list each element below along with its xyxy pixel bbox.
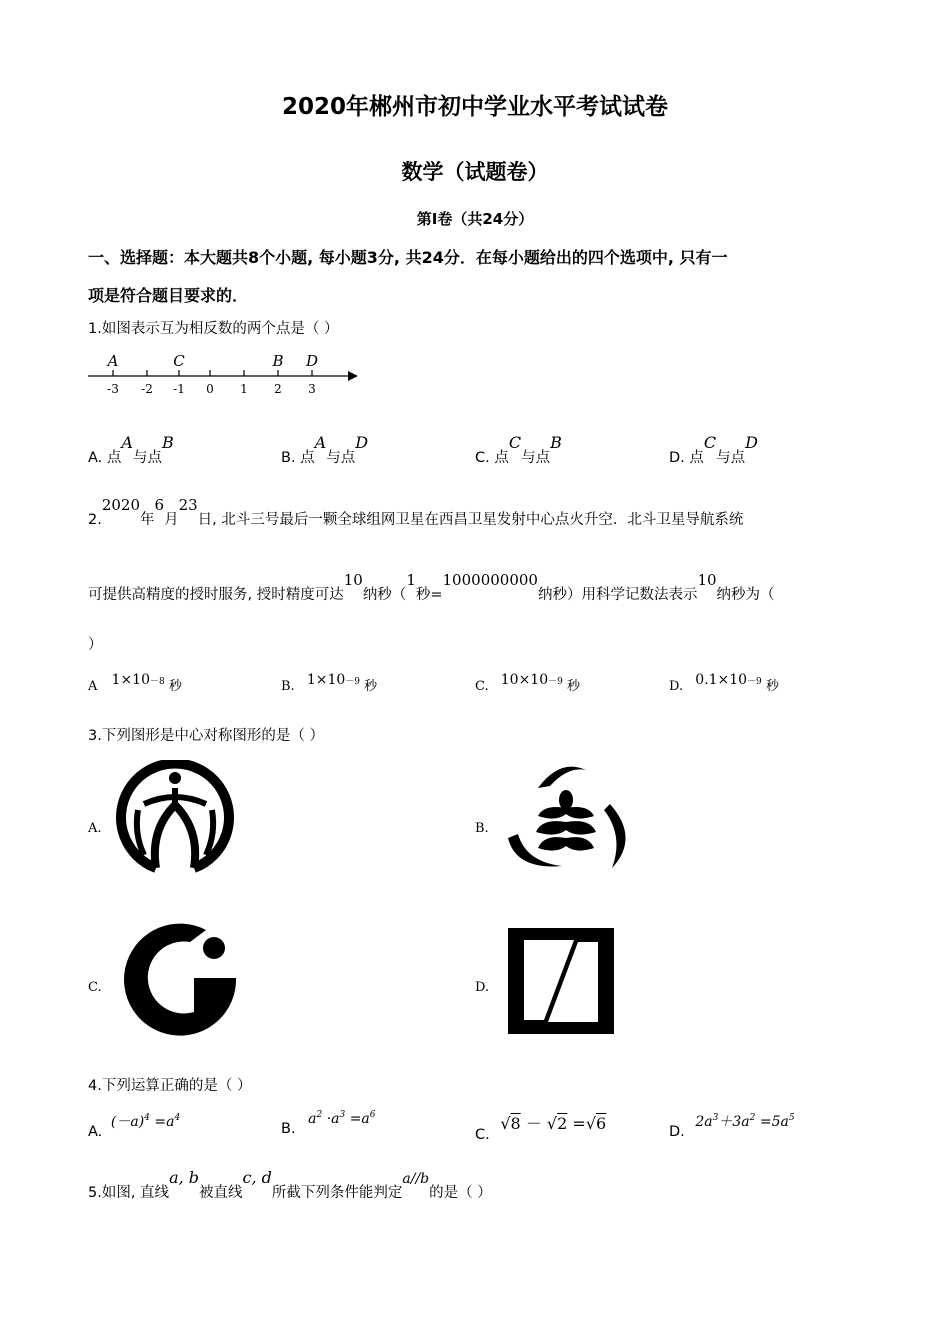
q5-stem: 5.如图, 直线a, b被直线c, d所截下列条件能判定a//b的是（ ） bbox=[88, 1168, 492, 1201]
point-label-a: A bbox=[107, 352, 119, 370]
q3-figure-b-leaf-icon[interactable] bbox=[500, 760, 635, 875]
exam-title: 2020年郴州市初中学业水平考试试卷 bbox=[281, 94, 668, 120]
q4-stem: 4.下列运算正确的是（ ） bbox=[88, 1078, 252, 1094]
q3-label-c: C. bbox=[88, 980, 102, 995]
tick-label: -2 bbox=[141, 382, 153, 396]
q1-stem: 1.如图表示互为相反数的两个点是（ ） bbox=[88, 321, 339, 337]
point-label-b: B bbox=[272, 352, 284, 370]
q2-option-d[interactable]: D. $0.1\times 10^{-9}$ 秒 bbox=[669, 672, 779, 694]
tick-label: -3 bbox=[107, 382, 119, 396]
q3-figure-a-emblem-icon[interactable] bbox=[114, 760, 236, 875]
q3-label-d: D. bbox=[475, 980, 490, 995]
section-instruction-line1: 一、选择题：本大题共8个小题, 每小题3分, 共24分．在每小题给出的四个选项中, 只有一 bbox=[88, 248, 728, 267]
point-label-c: C bbox=[173, 352, 185, 370]
exam-subtitle: 数学（试题卷） bbox=[401, 160, 549, 184]
q1-number-line bbox=[86, 350, 366, 400]
q2-option-b[interactable]: B. $1\times 10^{-9}$ 秒 bbox=[281, 672, 378, 694]
q2-option-c[interactable]: C. $10\times 10^{-9}$ 秒 bbox=[475, 672, 581, 694]
tick-label: 3 bbox=[308, 382, 316, 396]
tick-label: 0 bbox=[206, 382, 214, 396]
q3-stem: 3.下列图形是中心对称图形的是（ ） bbox=[88, 728, 324, 744]
q4-option-c[interactable]: C. √8 － √2 =√6 bbox=[475, 1114, 607, 1143]
q4-option-a[interactable]: A. $(-a)^4 =a^4$ bbox=[88, 1113, 181, 1140]
q2-option-a[interactable]: A $1\times 10^{-8}$ 秒 bbox=[88, 672, 182, 694]
part-title: 第Ⅰ卷（共24分） bbox=[416, 210, 534, 228]
section-instruction-line2: 项是符合题目要求的． bbox=[88, 286, 249, 305]
q2-stem-line2: 可提供高精度的授时服务, 授时精度可达10纳秒（1秒=1000000000纳秒）用科学记数法表示10纳秒为（ bbox=[88, 571, 775, 603]
tick-label: -1 bbox=[173, 382, 185, 396]
point-label-d: D bbox=[305, 352, 319, 370]
q3-label-b: B. bbox=[475, 821, 489, 836]
q4-option-d[interactable]: D. $2a^3+3a^2 =5a^5$ bbox=[669, 1113, 795, 1140]
q2-stem-line3: ） bbox=[88, 637, 103, 653]
q1-option-b[interactable]: B. 点A与点D bbox=[281, 433, 369, 466]
q1-option-d[interactable]: D. 点C与点D bbox=[669, 433, 758, 466]
q2-stem-line1: 2.2020年6月23日, 北斗三号最后一颗全球组网卫星在西昌卫星发射中心点火升空．北斗卫星导航系统 bbox=[88, 496, 744, 528]
tick-label: 2 bbox=[274, 382, 282, 396]
q3-figure-d-square-logo-icon[interactable] bbox=[508, 928, 614, 1034]
q4-option-b[interactable]: B. $a^2 \cdot a^3 =a^6$ bbox=[281, 1110, 376, 1137]
q1-option-a[interactable]: A. 点A与点B bbox=[88, 433, 174, 466]
q3-figure-c-g-icon[interactable] bbox=[124, 918, 240, 1036]
tick-label: 1 bbox=[240, 382, 248, 396]
q1-option-c[interactable]: C. 点C与点B bbox=[475, 433, 562, 466]
q3-label-a: A. bbox=[88, 821, 102, 836]
